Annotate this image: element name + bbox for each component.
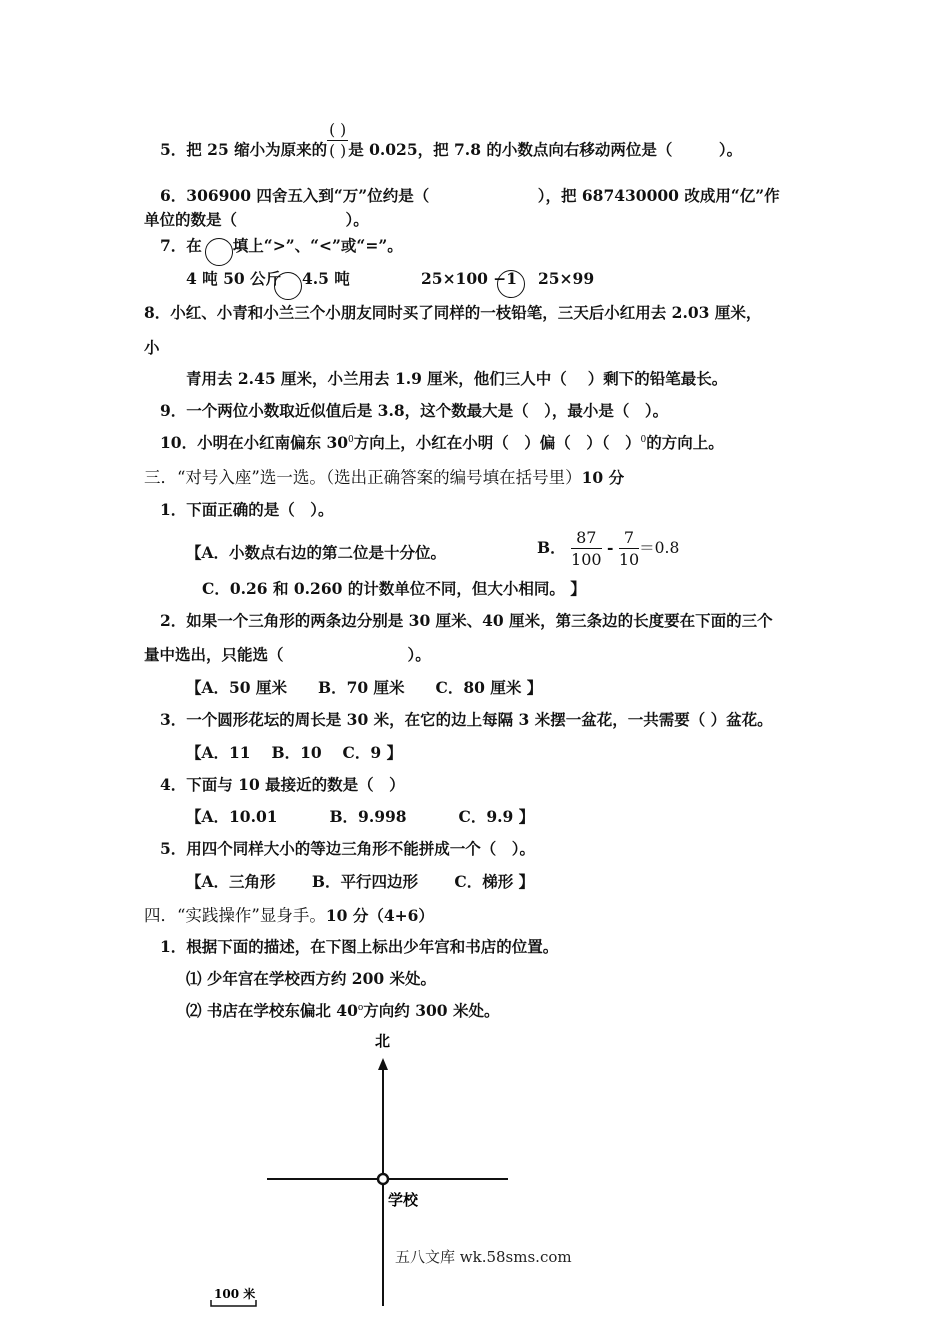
question-10: 10．小明在小红南偏东 $30^0$方向上，小红在小明（ ）偏（ ）（ ）$^0$的方向上。 [160,433,724,452]
north-arrow-icon [378,1058,388,1070]
s3-question-2-options: 【A．50 厘米 B．70 厘米 C．80 厘米 】 [186,678,543,697]
s3-question-1-option-b: B． $\frac{87}{100}$ - $\frac{7}{10}$ ＝0.8 [537,528,680,569]
s3-question-3-options: 【A．11 B．10 C．9 】 [186,743,403,762]
school-label: 学校 [388,1191,419,1209]
s3-question-1-option-c: C．0.26 和 0.260 的计数单位不同，但大小相同。 】 [202,579,586,598]
scale-label: 100 米 [214,1287,256,1301]
fraction-7-10: $\frac{7}{10}$ [618,528,640,569]
question-6-line2: 单位的数是（ ）。 [144,210,369,229]
question-6-line1: 6．306900 四舍五入到“万”位约是（ ），把 687430000 改成用“亿”作 [160,186,780,205]
north-label: 北 [375,1032,391,1050]
s3-question-2-line2: 量中选出，只能选（ ）。 [144,645,431,664]
s3-question-1-option-a: 【A．小数点右边的第二位是十分位。 [186,543,447,562]
school-point [378,1174,388,1184]
fraction-blank: $\frac{( )}{( )}$ [329,120,347,160]
s3-question-5-stem: 5．用四个同样大小的等边三角形不能拼成一个（ ）。 [160,839,536,858]
question-8-line1: 8．小红、小青和小兰三个小朋友同时买了同样的一枝铅笔，三天后小红用去 2.03 厘米， [144,303,762,322]
s3-question-2-line1: 2．如果一个三角形的两条边分别是 30 厘米、40 厘米，第三条边的长度要在下面的三个 [160,611,773,630]
question-7-title: 7．在 填上“>”、“<”或“=”。 [160,236,403,255]
question-7-right: 25×100 −1 25×99 [421,269,595,288]
s4-question-1-item-2: ⑵ 书店在学校东偏北 40$^o$方向约 300 米处。 [186,1001,500,1020]
section-3-heading: 三．“对号入座”选一选。（选出正确答案的编号填在括号里）10 分 [144,468,625,487]
watermark: 五八文库 wk.58sms.com [395,1248,572,1266]
question-7-left: 4 吨 50 公斤 4.5 吨 [186,269,350,288]
s3-question-4-stem: 4．下面与 10 最接近的数是（ ） [160,775,405,794]
question-8-line3: 青用去 2.45 厘米，小兰用去 1.9 厘米，他们三人中（ ）剩下的铅笔最长。 [186,369,728,388]
question-5: 5．把 25 缩小为原来的 $\frac{( )}{( )}$ 是 0.025，把 7.8 的小数点向右移动两位是（ ）。 [160,120,743,160]
s3-question-3-stem: 3．一个圆形花坛的周长是 30 米，在它的边上每隔 3 米摆一盆花，一共需要（ ）盆花。 [160,710,773,729]
question-9: 9．一个两位小数取近似值后是 3.8，这个数最大是（ ），最小是（ ）。 [160,401,669,420]
s3-question-4-options: 【A．10.01 B．9.998 C．9.9 】 [186,807,535,826]
s3-question-5-options: 【A．三角形 B．平行四边形 C．梯形 】 [186,872,535,891]
question-8-line2: 小 [144,338,160,357]
s4-question-1-item-1: ⑴ 少年宫在学校西方约 200 米处。 [186,969,437,988]
s3-question-1-stem: 1．下面正确的是（ ）。 [160,500,334,519]
fraction-87-100: $\frac{87}{100}$ [571,528,602,569]
s4-question-1-stem: 1．根据下面的描述，在下图上标出少年宫和书店的位置。 [160,937,559,956]
section-4-heading: 四．“实践操作”显身手。10 分（4+6） [144,906,434,925]
